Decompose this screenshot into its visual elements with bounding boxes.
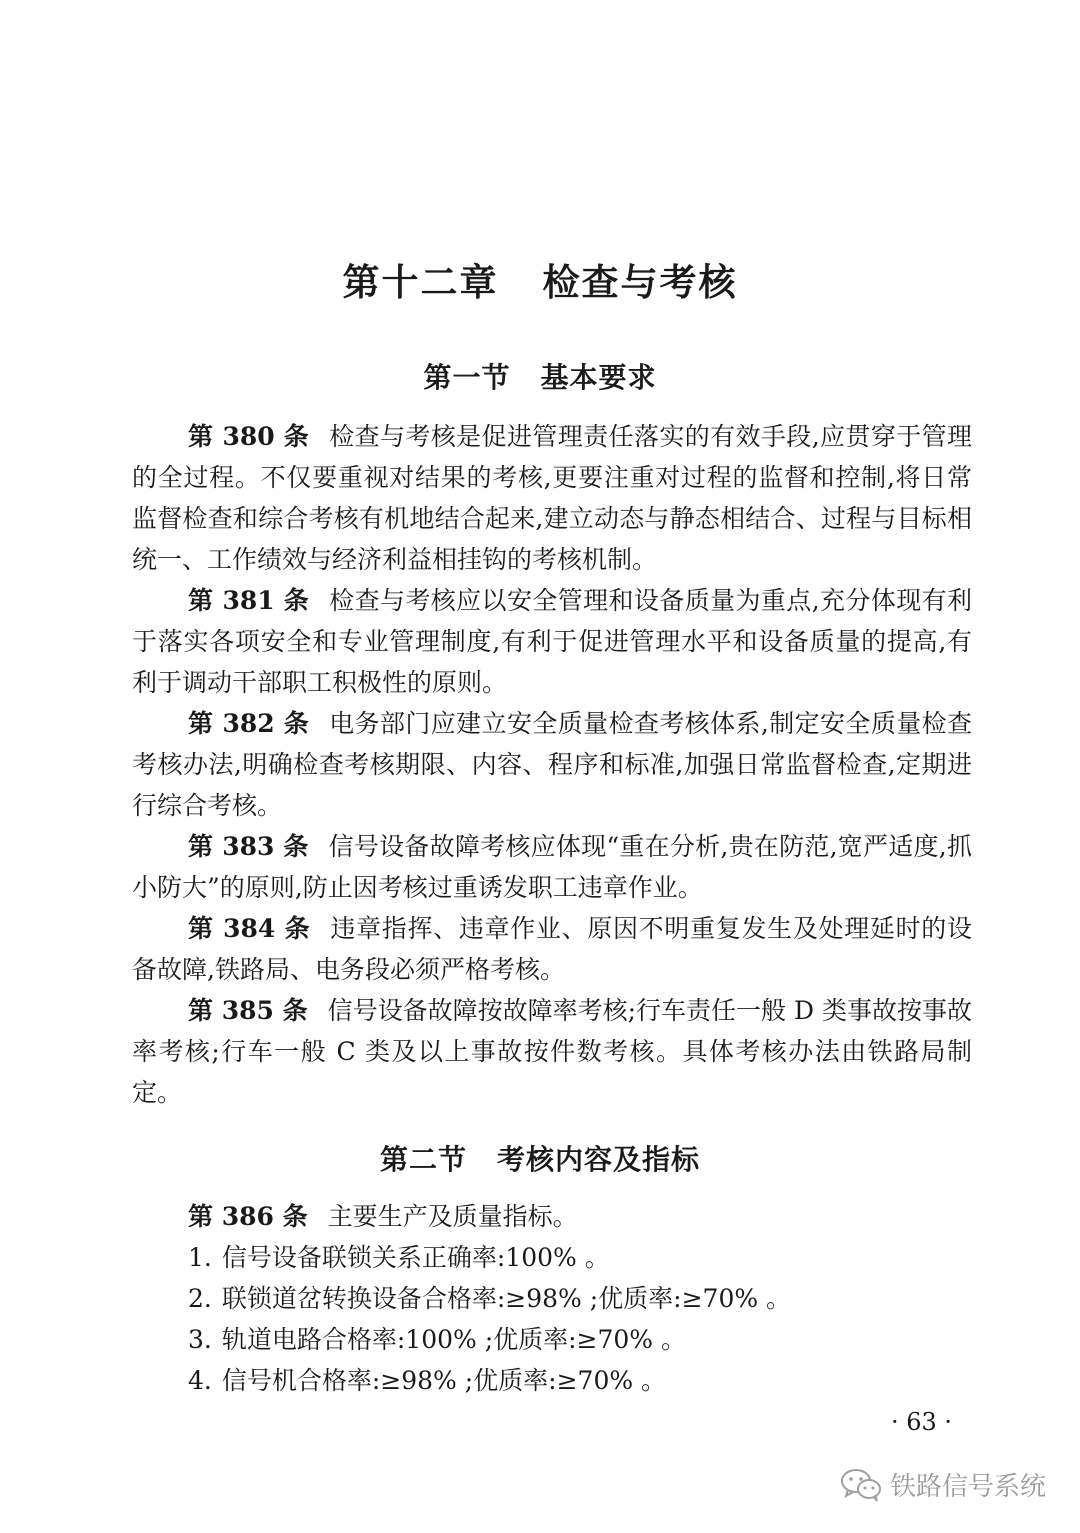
section-title-2 (0, 1138, 1080, 1178)
article-text: 检查与考核是促进管理责任落实的有效手段,应贯穿于管理的全过程。不仅要重视对结果的考核,更要注重对过程的监督和控制,将日常监督检查和综合考核有机地结合起来,建立动态与静态相结合、过程与目标相统一、工作绩效与经济利益相挂钩的考核机制。 (132, 422, 973, 574)
article-text: 电务部门应建立安全质量检查考核体系,制定安全质量检查考核办法,明确检查考核期限、内容、程序和标准,加强日常监督检查,定期进行综合考核。 (132, 709, 973, 820)
wechat-icon (840, 1468, 882, 1502)
section-title-1 (0, 356, 1080, 396)
article-number: 第 382 条 (188, 709, 310, 738)
watermark-text: 铁路信号系统 (889, 1472, 1046, 1502)
list-text: 信号设备联锁关系正确率:100% 。 (221, 1243, 610, 1272)
list-text: 轨道电路合格率:100% ;优质率:≥70% 。 (221, 1325, 687, 1354)
list-index: 1. (188, 1243, 212, 1272)
list-text: 联锁道岔转换设备合格率:≥98% ;优质率:≥70% 。 (221, 1284, 792, 1313)
article-386 (132, 1196, 972, 1237)
article-text: 主要生产及质量指标。 (327, 1202, 578, 1231)
section-number: 第二节 (379, 1143, 467, 1176)
article-number: 第 381 条 (188, 586, 310, 615)
list-index: 4. (188, 1366, 212, 1395)
article-text: 检查与考核应以安全管理和设备质量为重点,充分体现有利于落实各项安全和专业管理制度,有利于促进管理水平和设备质量的提高,有利于调动干部职工积极性的原则。 (132, 586, 973, 697)
article-385 (132, 990, 972, 1113)
article-text: 违章指挥、违章作业、原因不明重复发生及处理延时的设备故障,铁路局、电务段必须严格考核。 (132, 914, 972, 984)
article-382 (132, 703, 972, 826)
article-381 (132, 580, 972, 703)
article-text: 信号设备故障按故障率考核;行车责任一般 D 类事故按事故率考核;行车一般 C 类及以上事故按件数考核。具体考核办法由铁路局制定。 (132, 996, 972, 1107)
article-number: 第 386 条 (188, 1202, 308, 1231)
article-384 (132, 908, 972, 990)
article-number: 第 383 条 (188, 832, 309, 861)
section-number: 第一节 (423, 361, 511, 394)
list-index: 3. (188, 1325, 212, 1354)
article-380 (132, 416, 972, 580)
section-name: 基本要求 (540, 361, 657, 394)
article-number: 第 384 条 (188, 914, 311, 943)
article-number: 第 385 条 (188, 996, 308, 1025)
section-1-body (132, 416, 972, 1113)
chapter-name: 检查与考核 (542, 261, 738, 304)
page-number: · 63 · (890, 1408, 952, 1436)
article-text: 信号设备故障考核应体现“重在分析,贵在防范,宽严适度,抓小防大”的原则,防止因考核过重诱发职工违章作业。 (132, 832, 973, 902)
list-item (132, 1278, 972, 1319)
list-item (132, 1360, 972, 1401)
section-name: 考核内容及指标 (497, 1143, 701, 1176)
article-383 (132, 826, 972, 908)
chapter-number: 第十二章 (342, 261, 499, 304)
article-number: 第 380 条 (188, 422, 310, 451)
chapter-title (0, 252, 1080, 306)
list-item (132, 1237, 972, 1278)
list-index: 2. (188, 1284, 212, 1313)
watermark (840, 1466, 1046, 1503)
list-item (132, 1319, 972, 1360)
list-text: 信号机合格率:≥98% ;优质率:≥70% 。 (221, 1366, 667, 1395)
section-2-body (132, 1196, 972, 1401)
